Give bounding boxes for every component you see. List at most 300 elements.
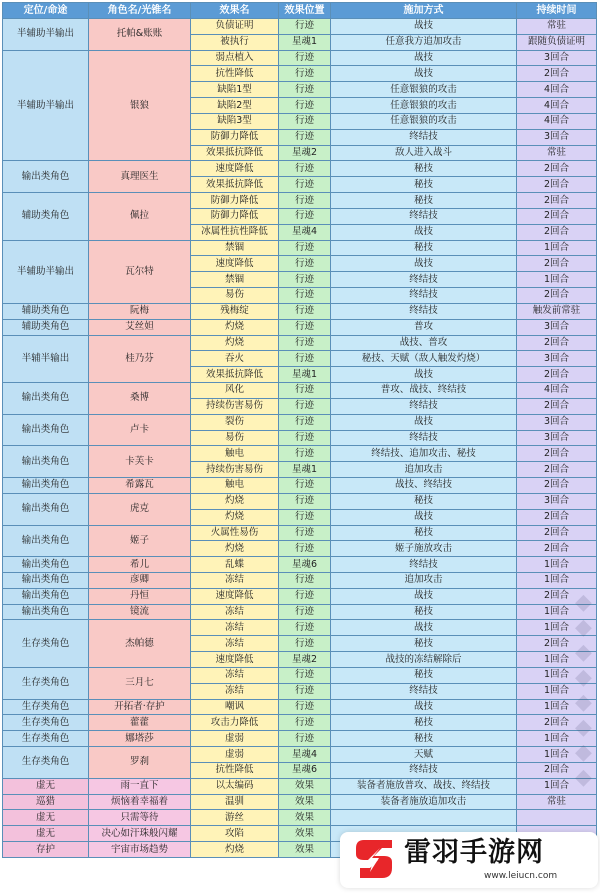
effect-name-cell: 冻结 xyxy=(191,667,279,683)
effect-name-cell: 虚弱 xyxy=(191,731,279,747)
table-row xyxy=(3,557,597,573)
duration-cell: 2回合 xyxy=(517,66,597,82)
role-cell: 输出类角色 xyxy=(3,572,89,588)
duration-cell: 2回合 xyxy=(517,525,597,541)
apply-method-cell: 终结技 xyxy=(331,129,517,145)
effect-name-cell: 吞火 xyxy=(191,351,279,367)
effect-name-cell: 冻结 xyxy=(191,604,279,620)
effect-name-cell: 防御力降低 xyxy=(191,129,279,145)
effect-position-cell: 行迹 xyxy=(279,667,331,683)
duration-cell: 2回合 xyxy=(517,161,597,177)
apply-method-cell: 终结技 xyxy=(331,430,517,446)
effect-position-cell: 行迹 xyxy=(279,446,331,462)
duration-cell: 1回合 xyxy=(517,572,597,588)
effect-name-cell: 防御力降低 xyxy=(191,208,279,224)
effect-position-cell: 行迹 xyxy=(279,82,331,98)
effect-position-cell: 效果 xyxy=(279,826,331,842)
apply-method-cell: 姬子施放攻击 xyxy=(331,541,517,557)
role-cell: 输出类角色 xyxy=(3,525,89,557)
effect-position-cell: 行迹 xyxy=(279,620,331,636)
apply-method-cell: 终结技 xyxy=(331,288,517,304)
effect-position-cell: 星魂1 xyxy=(279,367,331,383)
table-row xyxy=(3,810,597,826)
apply-method-cell: 战技 xyxy=(331,699,517,715)
effect-name-cell: 以太编码 xyxy=(191,778,279,794)
role-cell: 辅助类角色 xyxy=(3,193,89,240)
apply-method-cell: 普攻、战技、终结技 xyxy=(331,383,517,399)
character-name-cell: 虎克 xyxy=(89,493,191,525)
effect-name-cell: 灼烧 xyxy=(191,842,279,858)
duration-cell: 3回合 xyxy=(517,430,597,446)
table-row xyxy=(3,794,597,810)
apply-method-cell: 终结技 xyxy=(331,208,517,224)
duration-cell: 3回合 xyxy=(517,351,597,367)
effect-name-cell: 缺陷1型 xyxy=(191,82,279,98)
duration-cell: 2回合 xyxy=(517,193,597,209)
role-cell: 虚无 xyxy=(3,826,89,842)
table-row xyxy=(3,240,597,256)
effect-position-cell: 行迹 xyxy=(279,493,331,509)
duration-cell: 2回合 xyxy=(517,256,597,272)
duration-cell: 2回合 xyxy=(517,636,597,652)
watermark-url: www.leiucn.com xyxy=(484,871,558,881)
effect-name-cell: 被执行 xyxy=(191,34,279,50)
table-row xyxy=(3,493,597,509)
duration-cell: 1回合 xyxy=(517,683,597,699)
effect-name-cell: 抗性降低 xyxy=(191,762,279,778)
effect-position-cell: 行迹 xyxy=(279,731,331,747)
table-row xyxy=(3,414,597,430)
effect-name-cell: 禁锢 xyxy=(191,272,279,288)
duration-cell: 2回合 xyxy=(517,335,597,351)
effect-position-cell: 星魂1 xyxy=(279,462,331,478)
header-duration: 持续时间 xyxy=(517,3,597,19)
effect-name-cell: 弱点植入 xyxy=(191,50,279,66)
character-name-cell: 雨一直下 xyxy=(89,778,191,794)
effect-position-cell: 行迹 xyxy=(279,240,331,256)
effect-position-cell: 行迹 xyxy=(279,193,331,209)
effect-position-cell: 行迹 xyxy=(279,699,331,715)
apply-method-cell: 任意银狼的攻击 xyxy=(331,113,517,129)
effect-name-cell: 火属性易伤 xyxy=(191,525,279,541)
effect-position-cell: 行迹 xyxy=(279,430,331,446)
table-row xyxy=(3,747,597,763)
effect-position-cell: 行迹 xyxy=(279,715,331,731)
apply-method-cell: 追加攻击 xyxy=(331,462,517,478)
duration-cell: 2回合 xyxy=(517,478,597,494)
effect-table xyxy=(2,2,597,858)
apply-method-cell: 敌人进入战斗 xyxy=(331,145,517,161)
effect-name-cell: 乱蝶 xyxy=(191,557,279,573)
effect-name-cell: 冰属性抗性降低 xyxy=(191,224,279,240)
effect-position-cell: 行迹 xyxy=(279,129,331,145)
effect-position-cell: 效果 xyxy=(279,810,331,826)
effect-position-cell: 行迹 xyxy=(279,208,331,224)
apply-method-cell: 装备者施放追加攻击 xyxy=(331,794,517,810)
apply-method-cell: 终结技 xyxy=(331,557,517,573)
effect-name-cell: 缺陷3型 xyxy=(191,113,279,129)
header-row xyxy=(3,3,597,19)
effect-position-cell: 行迹 xyxy=(279,604,331,620)
effect-position-cell: 星魂6 xyxy=(279,557,331,573)
duration-cell: 2回合 xyxy=(517,288,597,304)
effect-position-cell: 行迹 xyxy=(279,256,331,272)
table-row xyxy=(3,778,597,794)
apply-method-cell: 战技 xyxy=(331,620,517,636)
apply-method-cell: 秘技 xyxy=(331,177,517,193)
effect-position-cell: 效果 xyxy=(279,794,331,810)
duration-cell: 1回合 xyxy=(517,747,597,763)
role-cell: 生存类角色 xyxy=(3,715,89,731)
lightning-s-logo-icon xyxy=(352,836,398,882)
character-name-cell: 罗刹 xyxy=(89,747,191,779)
role-cell: 存护 xyxy=(3,842,89,858)
effect-name-cell: 灼烧 xyxy=(191,493,279,509)
apply-method-cell: 秘技 xyxy=(331,493,517,509)
effect-position-cell: 行迹 xyxy=(279,572,331,588)
effect-position-cell: 星魂2 xyxy=(279,145,331,161)
apply-method-cell: 终结技 xyxy=(331,762,517,778)
character-name-cell: 桑博 xyxy=(89,383,191,415)
effect-name-cell: 防御力降低 xyxy=(191,193,279,209)
apply-method-cell: 战技 xyxy=(331,66,517,82)
apply-method-cell: 战技 xyxy=(331,256,517,272)
character-name-cell: 真理医生 xyxy=(89,161,191,193)
table-row xyxy=(3,667,597,683)
effect-position-cell: 行迹 xyxy=(279,683,331,699)
effect-name-cell: 冻结 xyxy=(191,683,279,699)
effect-name-cell: 触电 xyxy=(191,446,279,462)
effect-position-cell: 星魂4 xyxy=(279,224,331,240)
apply-method-cell: 战技、普攻 xyxy=(331,335,517,351)
duration-cell: 4回合 xyxy=(517,383,597,399)
character-name-cell: 开拓者·存护 xyxy=(89,699,191,715)
effect-position-cell: 行迹 xyxy=(279,288,331,304)
duration-cell: 1回合 xyxy=(517,604,597,620)
apply-method-cell: 终结技 xyxy=(331,272,517,288)
effect-position-cell: 行迹 xyxy=(279,66,331,82)
duration-cell: 3回合 xyxy=(517,319,597,335)
apply-method-cell: 天赋 xyxy=(331,747,517,763)
watermark-title: 雷羽手游网 xyxy=(404,837,544,868)
duration-cell: 触发前常驻 xyxy=(517,303,597,319)
apply-method-cell: 任意我方追加攻击 xyxy=(331,34,517,50)
character-name-cell: 镜流 xyxy=(89,604,191,620)
table-row xyxy=(3,699,597,715)
duration-cell: 2回合 xyxy=(517,588,597,604)
effect-name-cell: 虚弱 xyxy=(191,747,279,763)
role-cell: 生存类角色 xyxy=(3,731,89,747)
character-name-cell: 彦卿 xyxy=(89,572,191,588)
character-name-cell: 桂乃芬 xyxy=(89,335,191,382)
effect-name-cell: 风化 xyxy=(191,383,279,399)
effect-name-cell: 持续伤害易伤 xyxy=(191,462,279,478)
effect-name-cell: 效果抵抗降低 xyxy=(191,145,279,161)
effect-position-cell: 星魂4 xyxy=(279,747,331,763)
effect-name-cell: 速度降低 xyxy=(191,256,279,272)
duration-cell: 2回合 xyxy=(517,446,597,462)
duration-cell: 1回合 xyxy=(517,240,597,256)
role-cell: 输出类角色 xyxy=(3,604,89,620)
effect-position-cell: 行迹 xyxy=(279,351,331,367)
duration-cell: 2回合 xyxy=(517,398,597,414)
apply-method-cell: 战技 xyxy=(331,224,517,240)
apply-method-cell: 终结技 xyxy=(331,398,517,414)
apply-method-cell: 任意银狼的攻击 xyxy=(331,98,517,114)
character-name-cell: 杰帕德 xyxy=(89,620,191,667)
apply-method-cell: 战技 xyxy=(331,50,517,66)
role-cell: 输出类角色 xyxy=(3,557,89,573)
duration-cell: 2回合 xyxy=(517,715,597,731)
effect-name-cell: 禁锢 xyxy=(191,240,279,256)
table-row xyxy=(3,588,597,604)
apply-method-cell: 战技、终结技 xyxy=(331,478,517,494)
duration-cell: 4回合 xyxy=(517,98,597,114)
table-row xyxy=(3,731,597,747)
table-row xyxy=(3,572,597,588)
effect-name-cell: 灼烧 xyxy=(191,541,279,557)
role-cell: 虚无 xyxy=(3,778,89,794)
duration-cell: 常驻 xyxy=(517,19,597,35)
table-row xyxy=(3,19,597,35)
effect-position-cell: 行迹 xyxy=(279,161,331,177)
effect-name-cell: 温驯 xyxy=(191,794,279,810)
duration-cell: 1回合 xyxy=(517,778,597,794)
duration-cell: 1回合 xyxy=(517,272,597,288)
effect-name-cell: 效果抵抗降低 xyxy=(191,367,279,383)
effect-name-cell: 负债证明 xyxy=(191,19,279,35)
table-row xyxy=(3,525,597,541)
header-position: 效果位置 xyxy=(279,3,331,19)
table-row xyxy=(3,604,597,620)
effect-position-cell: 行迹 xyxy=(279,50,331,66)
effect-position-cell: 行迹 xyxy=(279,383,331,399)
apply-method-cell: 秘技 xyxy=(331,667,517,683)
apply-method-cell: 秘技 xyxy=(331,525,517,541)
effect-name-cell: 持续伤害易伤 xyxy=(191,398,279,414)
duration-cell: 4回合 xyxy=(517,113,597,129)
duration-cell: 3回合 xyxy=(517,50,597,66)
duration-cell: 2回合 xyxy=(517,762,597,778)
effect-name-cell: 游丝 xyxy=(191,810,279,826)
character-name-cell: 银狼 xyxy=(89,50,191,161)
duration-cell: 4回合 xyxy=(517,82,597,98)
effect-name-cell: 速度降低 xyxy=(191,588,279,604)
apply-method-cell: 战技 xyxy=(331,588,517,604)
effect-position-cell: 星魂2 xyxy=(279,652,331,668)
effect-name-cell: 冻结 xyxy=(191,572,279,588)
apply-method-cell: 战技的冻结解除后 xyxy=(331,652,517,668)
effect-name-cell: 裂伤 xyxy=(191,414,279,430)
effect-position-cell: 行迹 xyxy=(279,319,331,335)
role-cell: 输出类角色 xyxy=(3,383,89,415)
apply-method-cell: 任意银狼的攻击 xyxy=(331,82,517,98)
duration-cell: 1回合 xyxy=(517,620,597,636)
effect-name-cell: 攻陷 xyxy=(191,826,279,842)
duration-cell: 1回合 xyxy=(517,557,597,573)
effect-position-cell: 行迹 xyxy=(279,541,331,557)
apply-method-cell: 秘技 xyxy=(331,731,517,747)
duration-cell: 跟随负债证明 xyxy=(517,34,597,50)
character-name-cell: 只需等待 xyxy=(89,810,191,826)
role-cell: 辅助类角色 xyxy=(3,303,89,319)
duration-cell: 2回合 xyxy=(517,462,597,478)
duration-cell: 常驻 xyxy=(517,794,597,810)
effect-position-cell: 行迹 xyxy=(279,113,331,129)
character-name-cell: 阮梅 xyxy=(89,303,191,319)
role-cell: 输出类角色 xyxy=(3,161,89,193)
role-cell: 生存类角色 xyxy=(3,699,89,715)
effect-name-cell: 攻击力降低 xyxy=(191,715,279,731)
effect-position-cell: 行迹 xyxy=(279,636,331,652)
character-name-cell: 希露瓦 xyxy=(89,478,191,494)
effect-name-cell: 嘲讽 xyxy=(191,699,279,715)
role-cell: 半辅助半输出 xyxy=(3,240,89,303)
role-cell: 巡猎 xyxy=(3,794,89,810)
duration-cell: 2回合 xyxy=(517,224,597,240)
header-method: 施加方式 xyxy=(331,3,517,19)
effect-position-cell: 行迹 xyxy=(279,414,331,430)
faint-watermark-text: ◆◆◆◆◆◆◆◆ xyxy=(571,590,596,790)
character-name-cell: 决心如汗珠般闪耀 xyxy=(89,826,191,842)
role-cell: 输出类角色 xyxy=(3,446,89,478)
apply-method-cell: 秘技 xyxy=(331,604,517,620)
effect-name-cell: 灼烧 xyxy=(191,335,279,351)
table-row xyxy=(3,193,597,209)
table-row xyxy=(3,161,597,177)
effect-name-cell: 易伤 xyxy=(191,288,279,304)
header-effect: 效果名 xyxy=(191,3,279,19)
apply-method-cell: 秘技 xyxy=(331,240,517,256)
table-row xyxy=(3,620,597,636)
effect-position-cell: 行迹 xyxy=(279,272,331,288)
character-name-cell: 丹恒 xyxy=(89,588,191,604)
duration-cell: 3回合 xyxy=(517,414,597,430)
role-cell: 输出类角色 xyxy=(3,478,89,494)
table-row xyxy=(3,715,597,731)
effect-position-cell: 行迹 xyxy=(279,303,331,319)
apply-method-cell: 战技 xyxy=(331,414,517,430)
table-row xyxy=(3,303,597,319)
duration-cell: 1回合 xyxy=(517,699,597,715)
role-cell: 生存类角色 xyxy=(3,620,89,667)
effect-position-cell: 效果 xyxy=(279,778,331,794)
duration-cell: 1回合 xyxy=(517,731,597,747)
duration-cell: 2回合 xyxy=(517,208,597,224)
duration-cell: 3回合 xyxy=(517,493,597,509)
apply-method-cell: 秘技 xyxy=(331,161,517,177)
role-cell: 半辅助半输出 xyxy=(3,50,89,161)
effect-position-cell: 行迹 xyxy=(279,509,331,525)
effect-name-cell: 冻结 xyxy=(191,620,279,636)
apply-method-cell: 战技 xyxy=(331,367,517,383)
effect-position-cell: 星魂1 xyxy=(279,34,331,50)
effect-position-cell: 行迹 xyxy=(279,525,331,541)
effect-name-cell: 冻结 xyxy=(191,636,279,652)
character-name-cell: 卢卡 xyxy=(89,414,191,446)
effect-name-cell: 抗性降低 xyxy=(191,66,279,82)
character-name-cell: 艾丝妲 xyxy=(89,319,191,335)
duration-cell: 2回合 xyxy=(517,509,597,525)
apply-method-cell: 秘技 xyxy=(331,636,517,652)
apply-method-cell: 终结技、追加攻击、秘技 xyxy=(331,446,517,462)
duration-cell: 1回合 xyxy=(517,652,597,668)
duration-cell: 2回合 xyxy=(517,367,597,383)
effect-position-cell: 行迹 xyxy=(279,335,331,351)
effect-position-cell: 行迹 xyxy=(279,398,331,414)
effect-position-cell: 行迹 xyxy=(279,478,331,494)
apply-method-cell: 装备者施放普攻、战技、终结技 xyxy=(331,778,517,794)
role-cell: 半辅助半输出 xyxy=(3,19,89,51)
header-name: 角色名/光锥名 xyxy=(89,3,191,19)
character-name-cell: 宇宙市场趋势 xyxy=(89,842,191,858)
effect-name-cell: 灼烧 xyxy=(191,319,279,335)
duration-cell: 1回合 xyxy=(517,667,597,683)
apply-method-cell: 终结技 xyxy=(331,683,517,699)
role-cell: 虚无 xyxy=(3,810,89,826)
table-row xyxy=(3,383,597,399)
character-name-cell: 托帕&账账 xyxy=(89,19,191,51)
apply-method-cell: 终结技 xyxy=(331,303,517,319)
apply-method-cell: 秘技、天赋（敌人触发灼烧） xyxy=(331,351,517,367)
role-cell: 半辅半输出 xyxy=(3,335,89,382)
apply-method-cell: 秘技 xyxy=(331,193,517,209)
role-cell: 输出类角色 xyxy=(3,414,89,446)
effect-name-cell: 易伤 xyxy=(191,430,279,446)
character-name-cell: 藿藿 xyxy=(89,715,191,731)
apply-method-cell: 战技 xyxy=(331,509,517,525)
role-cell: 生存类角色 xyxy=(3,747,89,779)
effect-name-cell: 残梅绽 xyxy=(191,303,279,319)
effect-position-cell: 效果 xyxy=(279,842,331,858)
duration-cell: 3回合 xyxy=(517,129,597,145)
effect-name-cell: 触电 xyxy=(191,478,279,494)
table-row xyxy=(3,50,597,66)
character-name-cell: 烦恼着幸福着 xyxy=(89,794,191,810)
character-name-cell: 卡芙卡 xyxy=(89,446,191,478)
character-name-cell: 瓦尔特 xyxy=(89,240,191,303)
effect-name-cell: 缺陷2型 xyxy=(191,98,279,114)
duration-cell: 2回合 xyxy=(517,541,597,557)
role-cell: 辅助类角色 xyxy=(3,319,89,335)
effect-name-cell: 速度降低 xyxy=(191,652,279,668)
duration-cell: 2回合 xyxy=(517,177,597,193)
apply-method-cell: 追加攻击 xyxy=(331,572,517,588)
apply-method-cell: 普攻 xyxy=(331,319,517,335)
effect-position-cell: 行迹 xyxy=(279,588,331,604)
character-name-cell: 娜塔莎 xyxy=(89,731,191,747)
effect-position-cell: 行迹 xyxy=(279,19,331,35)
effect-position-cell: 星魂6 xyxy=(279,762,331,778)
header-role: 定位/命途 xyxy=(3,3,89,19)
character-name-cell: 佩拉 xyxy=(89,193,191,240)
role-cell: 生存类角色 xyxy=(3,667,89,699)
effect-position-cell: 行迹 xyxy=(279,98,331,114)
table-row xyxy=(3,335,597,351)
duration-cell: 常驻 xyxy=(517,145,597,161)
table-row xyxy=(3,446,597,462)
effect-name-cell: 速度降低 xyxy=(191,161,279,177)
table-body xyxy=(3,19,597,858)
character-name-cell: 希儿 xyxy=(89,557,191,573)
apply-method-cell xyxy=(331,810,517,826)
role-cell: 输出类角色 xyxy=(3,493,89,525)
apply-method-cell: 战技 xyxy=(331,19,517,35)
character-name-cell: 三月七 xyxy=(89,667,191,699)
effect-name-cell: 灼烧 xyxy=(191,509,279,525)
table-row xyxy=(3,478,597,494)
effect-name-cell: 效果抵抗降低 xyxy=(191,177,279,193)
